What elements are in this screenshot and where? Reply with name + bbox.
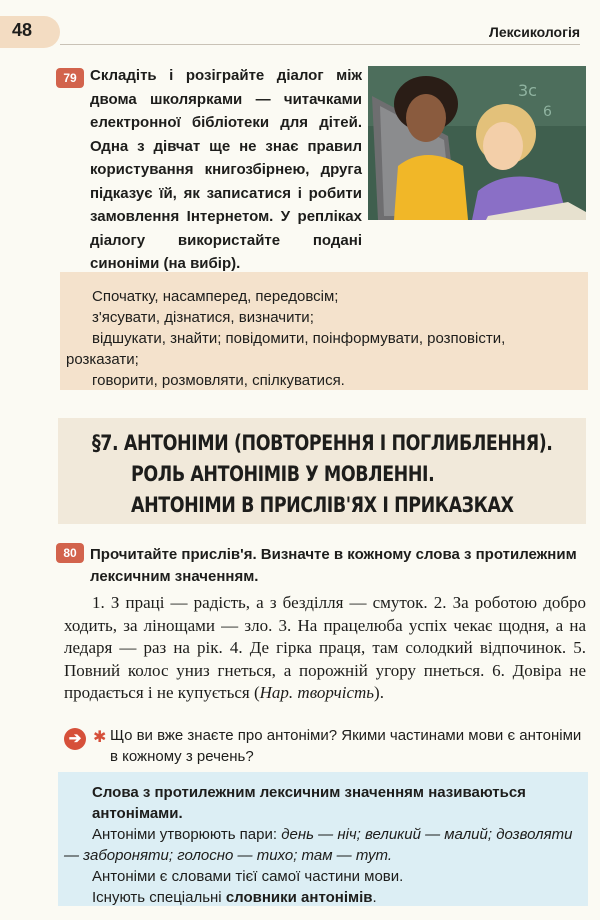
same-part-of-speech: Антоніми є словами тієї самої частини мови. [92, 868, 404, 885]
section-title [92, 428, 565, 521]
antonym-pairs [64, 824, 584, 866]
task-79-number: 79 [56, 68, 84, 88]
synonym-line: говорити, розмовляти, спілкуватися. [92, 372, 345, 389]
task-80-text: Прочитайте прислів'я. Визначте в кожному слова з протилежним лексичним значенням. [90, 546, 577, 585]
asterisk-icon: ✱ [93, 729, 107, 746]
dictionaries-line [64, 887, 584, 908]
proverbs-paragraph [64, 592, 586, 705]
photo-girls-at-laptop [368, 66, 586, 220]
proverbs-source: Нар. творчість [259, 683, 375, 703]
section-title-line: АНТОНІМИ В ПРИСЛІВ'ЯХ І ПРИКАЗКАХ [131, 493, 514, 517]
header-rule [60, 44, 580, 45]
proverbs-text: 1. З праці — радість, а з безділля — смуток. 2. За роботою добро ходить, за лінощами — зло. 3. На працелюба успіх чекає щодня, а на ледаря — раз на рік. 4. Де гірка праця, там солодкий відпочинок. 5. Повний колос униз гнеться, а порожній угору пнеться. 6. Довіра не продається і не купується ( [64, 593, 586, 703]
page-number: 48 [12, 20, 33, 40]
dict-bold: словники антонімів [225, 889, 373, 906]
review-question: Що ви вже знаєте про антоніми? Якими частинами мови є антоніми в кожному з речень? [110, 727, 582, 765]
proverbs-end: ). [374, 683, 384, 703]
definition-bold: Слова з протилежним лексичним значенням називаються антонімами. [92, 784, 526, 822]
section-title-line: РОЛЬ АНТОНІМІВ У МОВЛЕННІ. [131, 462, 435, 486]
svg-text:3c: 3c [518, 81, 537, 100]
definition-text [64, 782, 584, 908]
dict-end: . [372, 889, 377, 906]
synonym-line: з'ясувати, дізнатися, визначити; [92, 309, 314, 326]
running-header: Лексикологія [489, 24, 580, 40]
synonyms-list [66, 286, 582, 391]
task-80-number: 80 [56, 543, 84, 563]
arrow-right-icon: ➔ [64, 728, 86, 750]
svg-text:6: 6 [543, 104, 552, 120]
synonym-line: Спочатку, насамперед, передовсім; [92, 288, 339, 305]
dict-prefix: Існують спеціальні [92, 889, 226, 906]
task-79-text: Складіть і розіграйте діалог між двома школярками — читачками електронної бібліотеки для дітей. Одна з дівчат ще не знає правил користування книгозбірнею, друга підказує їй, як записатися і робити замовлення Інтернетом. У репліках діалогу використайте подані синоніми (на вибір). [90, 67, 362, 272]
pairs-intro: Антоніми утворюють пари: [92, 826, 282, 843]
synonym-line: розказати; [66, 351, 139, 368]
synonym-line: відшукати, знайти; повідомити, поінформувати, розповісти, [92, 330, 506, 347]
section-title-line: §7. АНТОНІМИ (ПОВТОРЕННЯ І ПОГЛИБЛЕННЯ). [92, 431, 553, 455]
pairs-examples: день — ніч; великий — малий; дозволяти — забороняти; голосно — тихо; там — тут. [64, 826, 573, 864]
